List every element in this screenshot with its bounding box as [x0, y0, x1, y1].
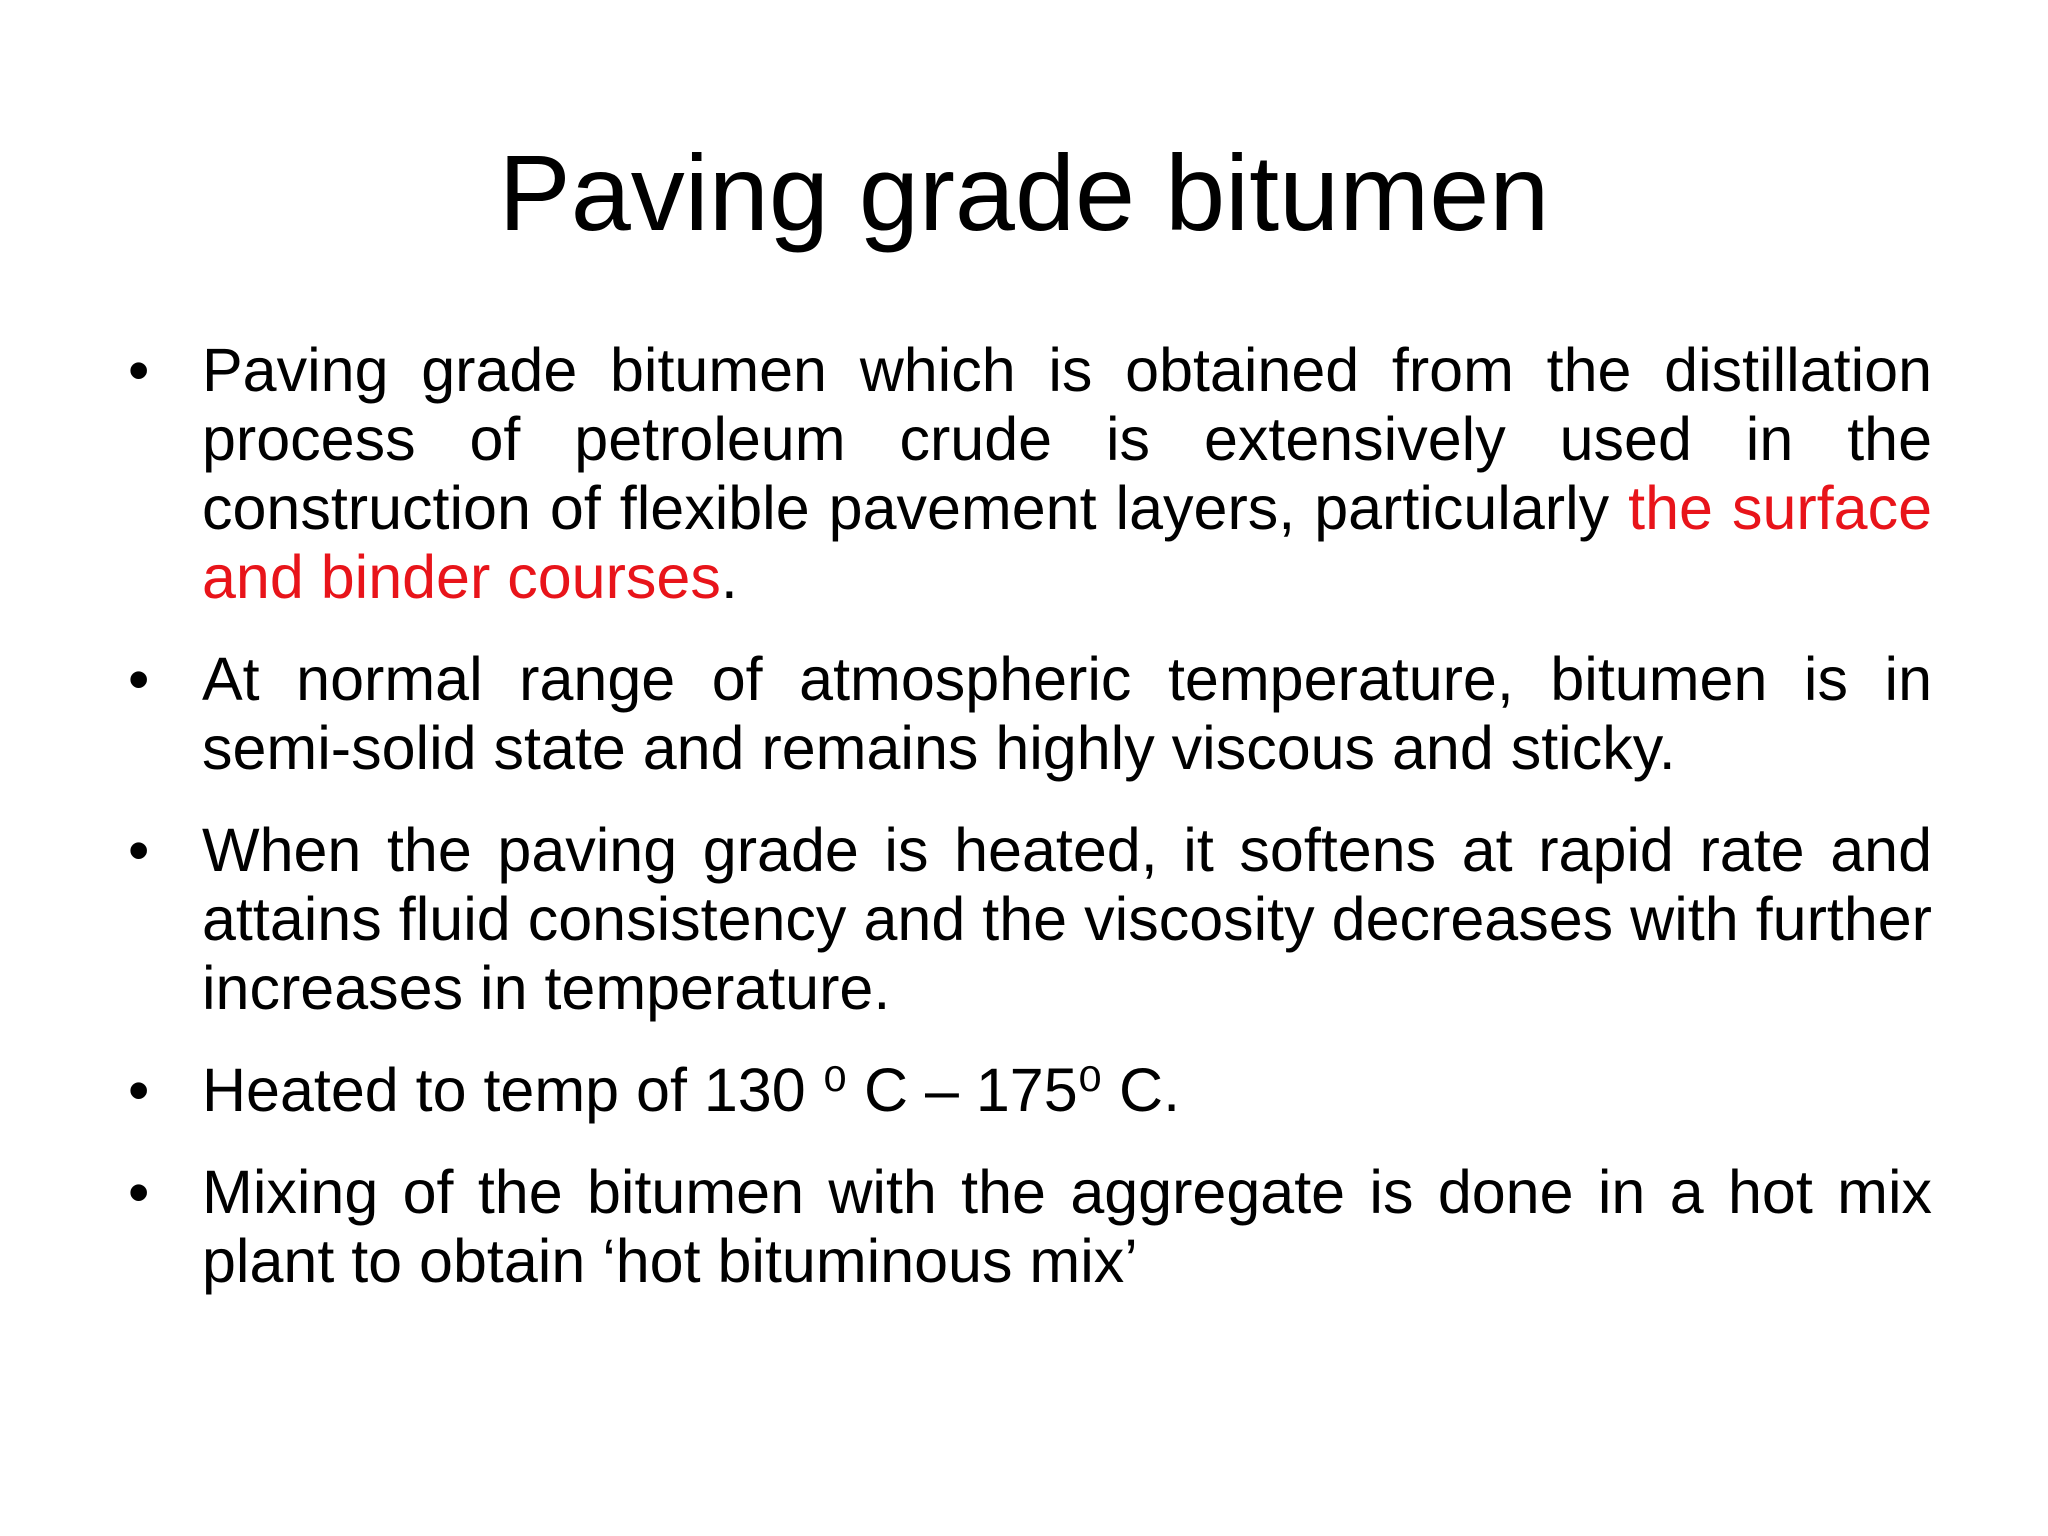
bullet-icon: •	[128, 645, 150, 713]
bullet-text: Paving grade bitumen which is obtained from the distillation process of petroleum crude is extensively used in the construction of flexible pavement layers, particularly	[202, 336, 1932, 542]
slide-title: Paving grade bitumen	[498, 132, 1550, 253]
bullet-icon: •	[128, 1158, 150, 1226]
bullet-item-2	[120, 645, 1932, 783]
bullet-text: When the paving grade is heated, it softens at rapid rate and attains fluid consistency and the viscosity decreases with further increases in temperature.	[202, 816, 1932, 1022]
bullet-item-1	[120, 336, 1932, 612]
bullet-text: Mixing of the bitumen with the aggregate is done in a hot mix plant to obtain ‘hot bituminous mix’	[202, 1158, 1932, 1295]
bullet-list	[120, 336, 1932, 1329]
bullet-icon: •	[128, 336, 150, 404]
bullet-text-end: .	[720, 543, 738, 611]
bullet-text: Heated to temp of 130 ⁰ C – 175⁰ C.	[202, 1056, 1181, 1124]
bullet-item-4	[120, 1056, 1932, 1125]
bullet-item-3	[120, 816, 1932, 1023]
bullet-highlight-text: the surface and binder courses	[202, 474, 1932, 611]
bullet-text: At normal range of atmospheric temperature, bitumen is in semi-solid state and remains highly viscous and sticky.	[202, 645, 1932, 782]
bullet-item-5	[120, 1158, 1932, 1296]
bullet-icon: •	[128, 816, 150, 884]
bullet-icon: •	[128, 1056, 150, 1124]
